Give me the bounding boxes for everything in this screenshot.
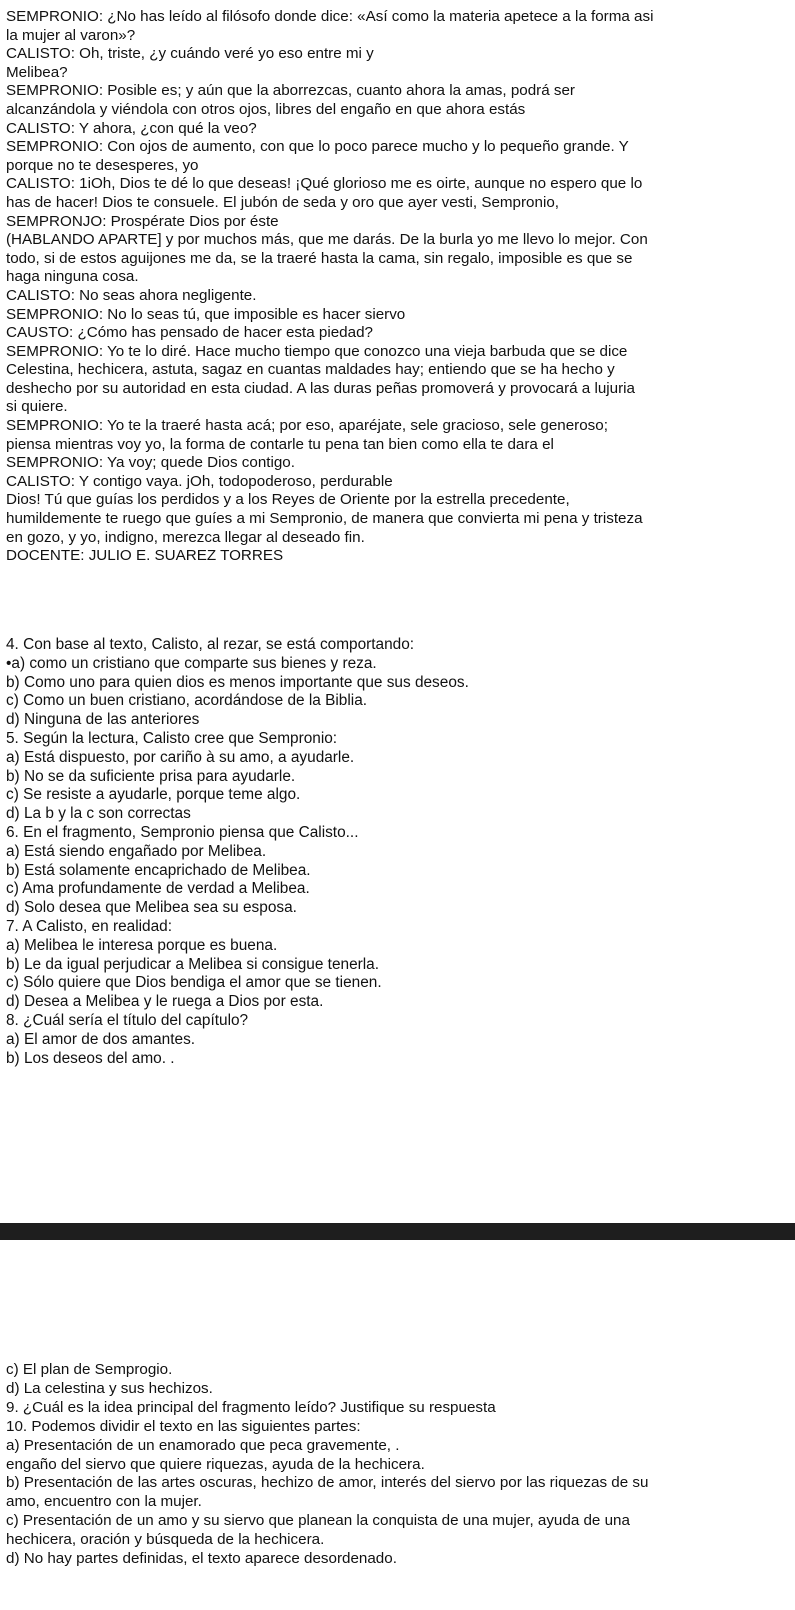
- dialogue-line: SEMPRONIO: Con ojos de aumento, con que lo poco parece mucho y lo pequeño grande. Y: [6, 138, 629, 156]
- dialogue-line: piensa mientras voy yo, la forma de contarle tu pena tan bien como ella te dara el: [6, 435, 554, 453]
- option-line: •a) como un cristiano que comparte sus bienes y reza.: [6, 654, 377, 672]
- question-line: 10. Podemos dividir el texto en las siguientes partes:: [6, 1417, 361, 1435]
- question-line: 8. ¿Cuál sería el título del capítulo?: [6, 1011, 249, 1029]
- option-line: a) El amor de dos amantes.: [6, 1030, 196, 1048]
- option-line: c) Sólo quiere que Dios bendiga el amor que se tienen.: [6, 974, 382, 992]
- dialogue-line: has de hacer! Dios te consuele. El jubón de seda y oro que ayer vesti, Sempronio,: [6, 193, 559, 211]
- question-line: 7. A Calisto, en realidad:: [6, 917, 172, 935]
- dialogue-line: SEMPRONIO: Ya voy; quede Dios contigo.: [6, 454, 295, 472]
- continued-questions-section: [6, 1361, 783, 1569]
- dialogue-line: SEMPRONIO: ¿No has leído al filósofo donde dice: «Así como la materia apetece a la forma asi: [6, 8, 654, 25]
- dialogue-line: SEMPRONJO: Prospérate Dios por éste: [6, 212, 279, 230]
- dialogue-line: haga ninguna cosa.: [6, 268, 139, 286]
- question-line: 5. Según la lectura, Calisto cree que Sempronio:: [6, 729, 338, 747]
- dialogue-line: SEMPRONIO: Posible es; y aún que la aborrezcas, cuanto ahora la amas, podrá ser: [6, 82, 575, 100]
- dialogue-line: CALISTO: Oh, triste, ¿y cuándo veré yo eso entre mi y: [6, 45, 374, 63]
- dialogue-line: CALISTO: 1iOh, Dios te dé lo que deseas! ¡Qué glorioso me es oirte, aunque no espero que lo: [6, 175, 643, 193]
- option-line: d) Desea a Melibea y le ruega a Dios por esta.: [6, 993, 324, 1011]
- questions-section: [6, 636, 783, 1068]
- teacher-name: DOCENTE: JULIO E. SUAREZ TORRES: [6, 547, 284, 565]
- dialogue-line: SEMPRONIO: Yo te la traeré hasta acá; por eso, aparéjate, sele gracioso, sele generoso;: [6, 417, 608, 435]
- option-line: b) Como uno para quien dios es menos importante que sus deseos.: [6, 673, 469, 691]
- option-line: b) Está solamente encaprichado de Melibea.: [6, 861, 311, 879]
- dialogue-line: si quiere.: [6, 398, 68, 416]
- option-line: a) Está siendo engañado por Melibea.: [6, 842, 267, 860]
- dialogue-line: humildemente te ruego que guíes a mi Sempronio, de manera que convierta mi pena y tristeza: [6, 510, 643, 528]
- option-line: a) Presentación de un enamorado que peca gravemente, .: [6, 1436, 400, 1454]
- option-line: engaño del siervo que quiere riquezas, ayuda de la hechicera.: [6, 1455, 425, 1473]
- option-line: c) Ama profundamente de verdad a Melibea.: [6, 880, 310, 898]
- option-line: b) Le da igual perjudicar a Melibea si consigue tenerla.: [6, 955, 380, 973]
- option-line: c) Como un buen cristiano, acordándose de la Biblia.: [6, 692, 368, 710]
- dialogue-line: todo, si de estos aguijones me da, se la traeré hasta la cama, sin regalo, imposible es que se: [6, 249, 633, 267]
- option-line: d) La b y la c son correctas: [6, 805, 191, 823]
- question-line: 9. ¿Cuál es la idea principal del fragmento leído? Justifique su respuesta: [6, 1398, 496, 1416]
- dialogue-line: Celestina, hechicera, astuta, sagaz en cuantas maldades hay; entiendo que se ha hecho y: [6, 361, 615, 379]
- option-line: d) La celestina y sus hechizos.: [6, 1379, 213, 1397]
- page-divider-band: [0, 1223, 795, 1240]
- dialogue-line: (HABLANDO APARTE] y por muchos más, que me darás. De la burla yo me llevo lo mejor. Con: [6, 231, 648, 249]
- option-line: b) No se da suficiente prisa para ayudarle.: [6, 767, 296, 785]
- option-line: hechicera, oración y búsqueda de la hechicera.: [6, 1531, 325, 1549]
- option-line: d) Ninguna de las anteriores: [6, 711, 200, 729]
- dialogue-line: alcanzándola y viéndola con otros ojos, libres del engaño en que ahora estás: [6, 100, 526, 118]
- dialogue-line: porque no te desesperes, yo: [6, 156, 199, 174]
- dialogue-line: la mujer al varon»?: [6, 26, 136, 44]
- option-line: d) No hay partes definidas, el texto aparece desordenado.: [6, 1550, 397, 1568]
- question-line: 6. En el fragmento, Sempronio piensa que Calisto...: [6, 823, 359, 841]
- dialogue-line: Melibea?: [6, 63, 68, 81]
- dialogue-line: CALISTO: Y contigo vaya. jOh, todopoderoso, perdurable: [6, 472, 393, 490]
- dialogue-line: CALISTO: No seas ahora negligente.: [6, 286, 257, 304]
- option-line: b) Los deseos del amo. .: [6, 1049, 175, 1067]
- option-line: c) Presentación de un amo y su siervo que planean la conquista de una mujer, ayuda de una: [6, 1512, 630, 1530]
- dialogue-line: SEMPRONIO: No lo seas tú, que imposible es hacer siervo: [6, 305, 406, 323]
- dialogue-line: SEMPRONIO: Yo te lo diré. Hace mucho tiempo que conozco una vieja barbuda que se dice: [6, 342, 628, 360]
- dialogue-section: [6, 8, 783, 566]
- option-line: a) Está dispuesto, por cariño à su amo, a ayudarle.: [6, 748, 355, 766]
- option-line: b) Presentación de las artes oscuras, hechizo de amor, interés del siervo por las riquezas de su: [6, 1474, 649, 1492]
- option-line: c) Se resiste a ayudarle, porque teme algo.: [6, 786, 301, 804]
- dialogue-line: Dios! Tú que guías los perdidos y a los Reyes de Oriente por la estrella precedente,: [6, 491, 570, 509]
- option-line: c) El plan de Semprogio.: [6, 1361, 173, 1378]
- option-line: d) Solo desea que Melibea sea su esposa.: [6, 899, 297, 917]
- dialogue-line: CAUSTO: ¿Cómo has pensado de hacer esta piedad?: [6, 324, 373, 342]
- question-line: 4. Con base al texto, Calisto, al rezar, se está comportando:: [6, 636, 415, 653]
- option-line: amo, encuentro con la mujer.: [6, 1493, 202, 1511]
- option-line: a) Melibea le interesa porque es buena.: [6, 936, 278, 954]
- dialogue-line: en gozo, y yo, indigno, merezca llegar al deseado fin.: [6, 528, 365, 546]
- dialogue-line: deshecho por su autoridad en esta ciudad. A las duras peñas promoverá y provocará a lujuria: [6, 379, 635, 397]
- dialogue-line: CALISTO: Y ahora, ¿con qué la veo?: [6, 119, 257, 137]
